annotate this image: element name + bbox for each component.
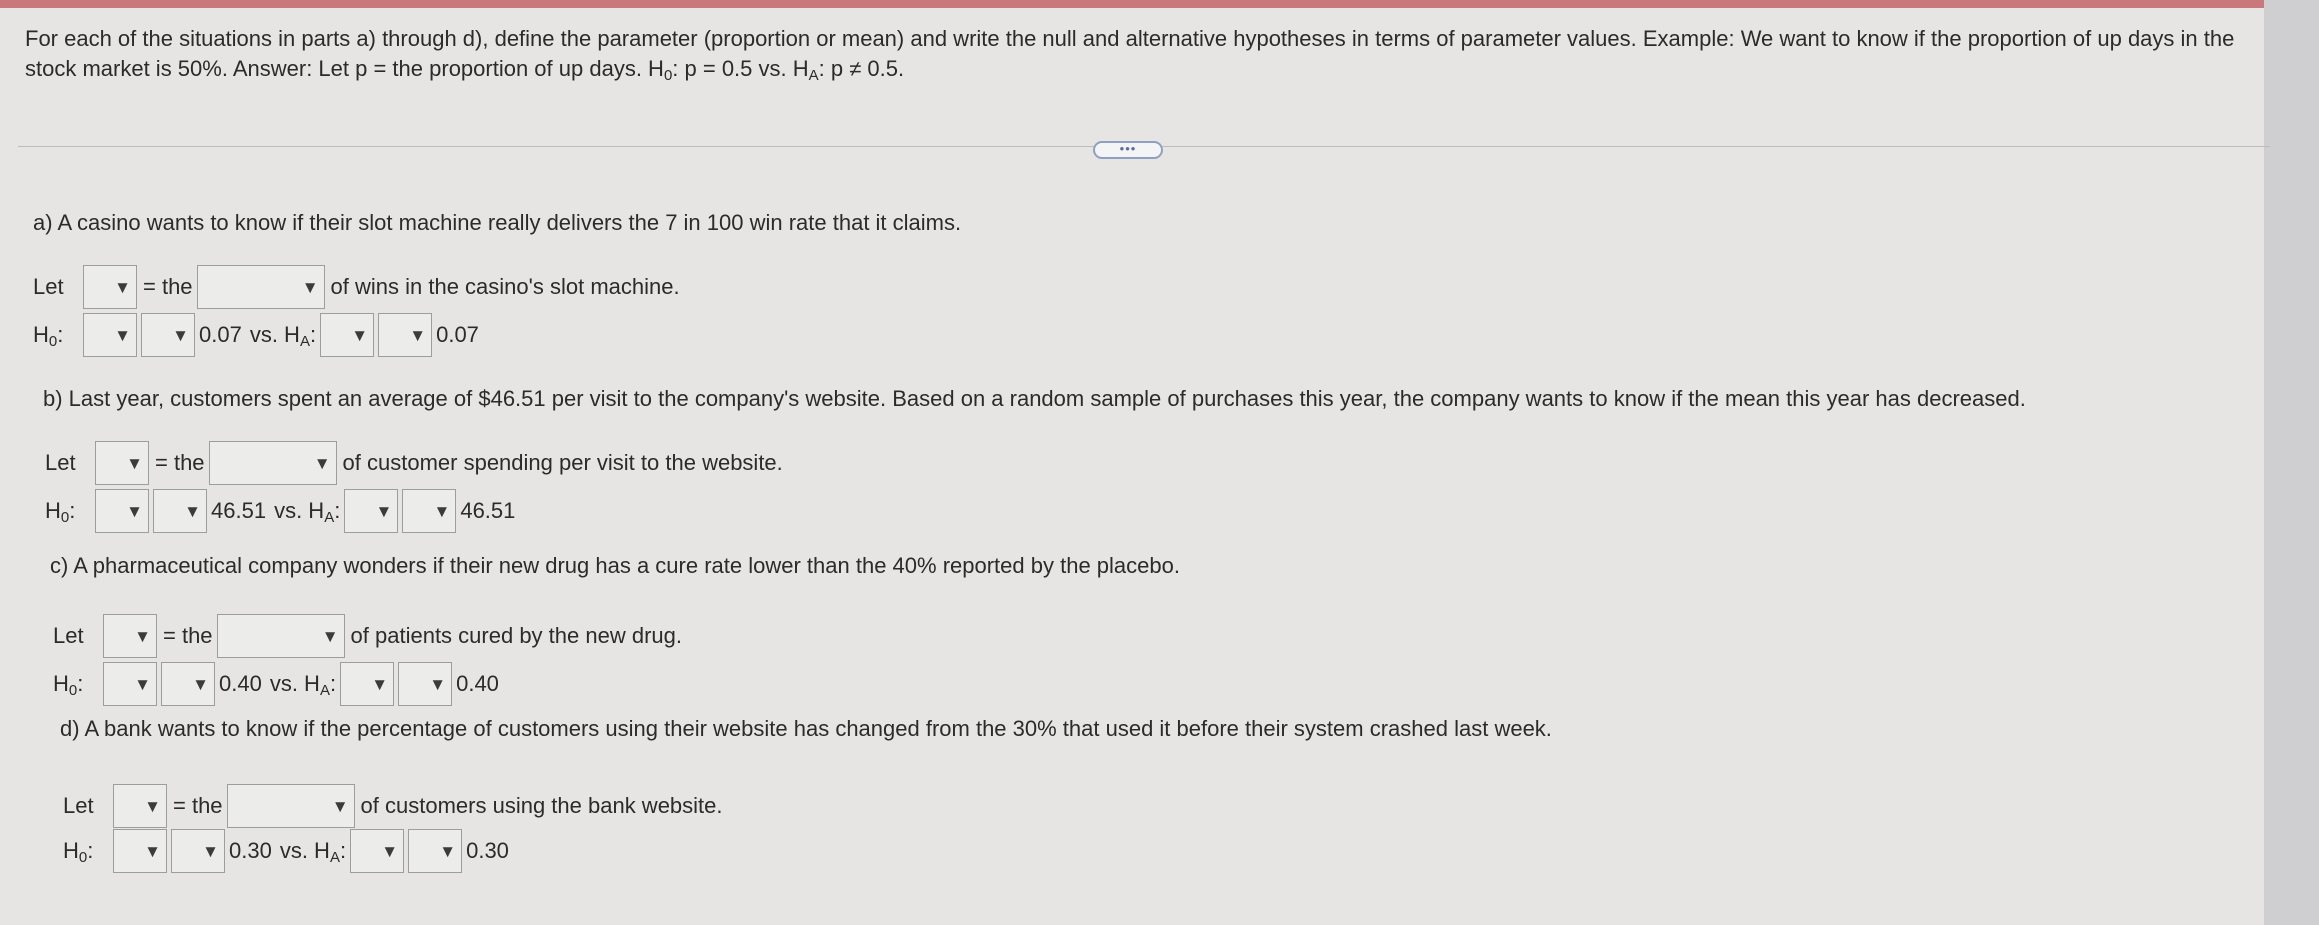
vs-ha-label: vs. $H_A$: [249, 322, 317, 350]
ha-parameter-dropdown[interactable] [350, 829, 404, 873]
chevron-down-icon: ▼ [351, 325, 369, 345]
chevron-down-icon: ▼ [321, 626, 339, 646]
parameter-type-dropdown[interactable] [217, 614, 345, 658]
h0-label: $H_0$: [53, 671, 84, 699]
parameter-symbol-dropdown[interactable] [95, 441, 149, 485]
equals-the-text: = the [143, 274, 193, 299]
question-b: b) Last year, customers spent an average of $46.51 per visit to the company's website. Based on a random sample of purchases this year, the company wants to know if the mean this year has decreased. [43, 386, 2026, 411]
ha-operator-dropdown[interactable] [408, 829, 462, 873]
let-label: Let [53, 623, 84, 648]
chevron-down-icon: ▼ [126, 453, 143, 473]
ha-operator-dropdown[interactable] [402, 489, 456, 533]
ha-parameter-dropdown[interactable] [320, 313, 374, 357]
chevron-down-icon: ▼ [409, 325, 427, 345]
chevron-down-icon: ▼ [202, 841, 219, 861]
chevron-down-icon: ▼ [134, 674, 151, 694]
chevron-down-icon: ▼ [126, 501, 143, 521]
h0-parameter-dropdown[interactable] [95, 489, 149, 533]
h0-parameter-dropdown[interactable] [83, 313, 137, 357]
chevron-down-icon: ▼ [375, 501, 393, 521]
h0-label: $H_0$: [63, 838, 94, 866]
let-suffix-text: of customers using the bank website. [360, 793, 723, 818]
chevron-down-icon: ▼ [429, 674, 447, 694]
parameter-symbol-dropdown[interactable] [103, 614, 157, 658]
let-label: Let [33, 274, 64, 299]
let-row-d [63, 781, 727, 831]
hypotheses-row-b [45, 486, 515, 536]
vs-ha-label: vs. $H_A$: [274, 498, 341, 526]
equals-the-text: = the [163, 623, 213, 648]
equals-the-text: = the [155, 450, 205, 475]
chevron-down-icon: ▼ [371, 674, 389, 694]
h0-operator-dropdown[interactable] [171, 829, 225, 873]
chevron-down-icon: ▼ [172, 325, 189, 345]
ha-parameter-dropdown[interactable] [344, 489, 398, 533]
h0-value: 0.30 [229, 838, 272, 863]
let-label: Let [63, 793, 94, 818]
ha-parameter-dropdown[interactable] [340, 662, 394, 706]
chevron-down-icon: ▼ [313, 453, 331, 473]
chevron-down-icon: ▼ [331, 796, 349, 816]
instructions: For each of the situations in parts a) through d), define the parameter (proportion or mean) and write the null and alternative hypotheses in terms of parameter values. Example: We want to know if the proportion of up days in the stock market is 50%. Answer: Let p = the proportion of up days. $H_0$: p = 0.5 vs. $H_A$: p ≠ 0.5. [25, 26, 2235, 84]
parameter-type-dropdown[interactable] [209, 441, 337, 485]
h0-parameter-dropdown[interactable] [103, 662, 157, 706]
ha-operator-dropdown[interactable] [378, 313, 432, 357]
h0-parameter-dropdown[interactable] [113, 829, 167, 873]
hypotheses-row-d [63, 826, 509, 876]
chevron-down-icon: ▼ [301, 277, 319, 297]
h0-label: $H_0$: [45, 498, 76, 526]
let-row-b [45, 438, 787, 488]
parameter-type-dropdown[interactable] [197, 265, 325, 309]
question-d: d) A bank wants to know if the percentage of customers using their website has changed from the 30% that used it before their system crashed last week. [60, 716, 1552, 741]
h0-operator-dropdown[interactable] [141, 313, 195, 357]
chevron-down-icon: ▼ [184, 501, 201, 521]
chevron-down-icon: ▼ [144, 841, 161, 861]
question-c: c) A pharmaceutical company wonders if their new drug has a cure rate lower than the 40% reported by the placebo. [50, 553, 1180, 578]
top-accent-bar [0, 0, 2319, 8]
h0-operator-dropdown[interactable] [161, 662, 215, 706]
chevron-down-icon: ▼ [381, 841, 399, 861]
chevron-down-icon: ▼ [192, 674, 209, 694]
ha-value: 0.07 [436, 322, 479, 347]
h0-label: $H_0$: [33, 322, 64, 350]
chevron-down-icon: ▼ [134, 626, 151, 646]
more-options-button[interactable]: ••• [1093, 141, 1163, 159]
ha-value: 0.30 [466, 838, 509, 863]
chevron-down-icon: ▼ [439, 841, 457, 861]
let-suffix-text: of patients cured by the new drug. [350, 623, 682, 648]
hypotheses-row-c [53, 659, 499, 709]
chevron-down-icon: ▼ [114, 277, 131, 297]
let-suffix-text: of wins in the casino's slot machine. [330, 274, 680, 299]
h0-value: 0.40 [219, 671, 262, 696]
chevron-down-icon: ▼ [114, 325, 131, 345]
equals-the-text: = the [173, 793, 223, 818]
ha-operator-dropdown[interactable] [398, 662, 452, 706]
parameter-symbol-dropdown[interactable] [113, 784, 167, 828]
question-a: a) A casino wants to know if their slot machine really delivers the 7 in 100 win rate that it claims. [33, 210, 962, 235]
let-label: Let [45, 450, 76, 475]
right-edge-band [2264, 0, 2319, 925]
vs-ha-label: vs. $H_A$: [269, 671, 337, 699]
ha-value: 0.40 [456, 671, 499, 696]
h0-value: 46.51 [211, 498, 267, 523]
vs-ha-label: vs. $H_A$: [279, 838, 347, 866]
h0-value: 0.07 [199, 322, 242, 347]
chevron-down-icon: ▼ [144, 796, 161, 816]
parameter-type-dropdown[interactable] [227, 784, 355, 828]
ha-value: 46.51 [460, 498, 516, 523]
h0-operator-dropdown[interactable] [153, 489, 207, 533]
chevron-down-icon: ▼ [433, 501, 451, 521]
let-row-a [33, 262, 684, 312]
parameter-symbol-dropdown[interactable] [83, 265, 137, 309]
hypotheses-row-a [33, 310, 479, 360]
let-row-c [53, 611, 686, 661]
let-suffix-text: of customer spending per visit to the website. [342, 450, 783, 475]
